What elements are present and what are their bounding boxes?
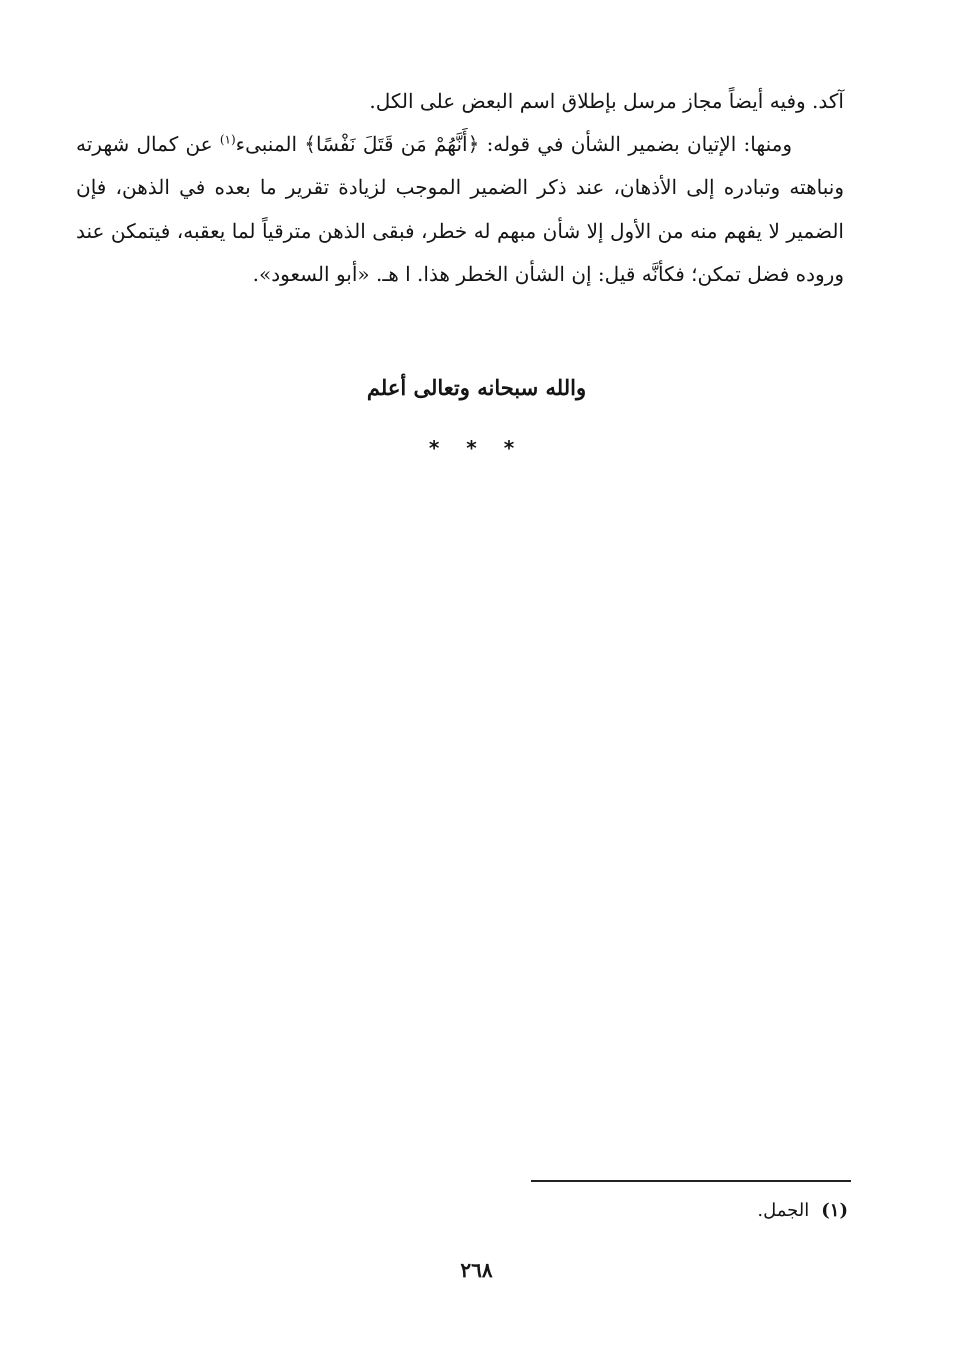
- footnote-divider: [531, 1180, 851, 1182]
- body-text: [76, 80, 844, 296]
- footnote-number: (١): [821, 1200, 848, 1221]
- paragraph-2-start: ومنها: الإتيان بضمير الشأن في قوله:: [479, 132, 792, 157]
- footnote-reference[interactable]: (١): [219, 132, 236, 147]
- paragraph-2-mid: المنبىء: [235, 132, 305, 157]
- paragraph-1: آكد. وفيه أيضاً مجاز مرسل بإطلاق اسم البعض على الكل.: [369, 89, 844, 113]
- paragraph-2: [76, 123, 844, 296]
- closing-phrase: والله سبحانه وتعالى أعلم: [366, 375, 587, 400]
- page-number: ٢٦٨: [460, 1258, 493, 1282]
- paragraph-2-end: عن كمال شهرته ونباهته وتبادره إلى الأذهان، عند ذكر الضمير الموجب لزيادة تقرير ما بعده في الذهن، فإن الضمير لا يفهم منه من الأول إلا شأن مبهم له خطر، فبقى الذهن مترقياً لما يعقبه، فيتمكن عند وروده فضل تمكن؛ فكأنَّه قيل: إن الشأن الخطر هذا. ا هـ. «أبو السعود».: [76, 132, 844, 286]
- footnote-text: الجمل.: [757, 1200, 810, 1221]
- footnote: [757, 1196, 848, 1226]
- section-separator: * * *: [428, 436, 525, 460]
- quran-quote: ﴿أَنَّهُمْ مَن قَتَلَ نَفْسًا﴾: [304, 132, 480, 157]
